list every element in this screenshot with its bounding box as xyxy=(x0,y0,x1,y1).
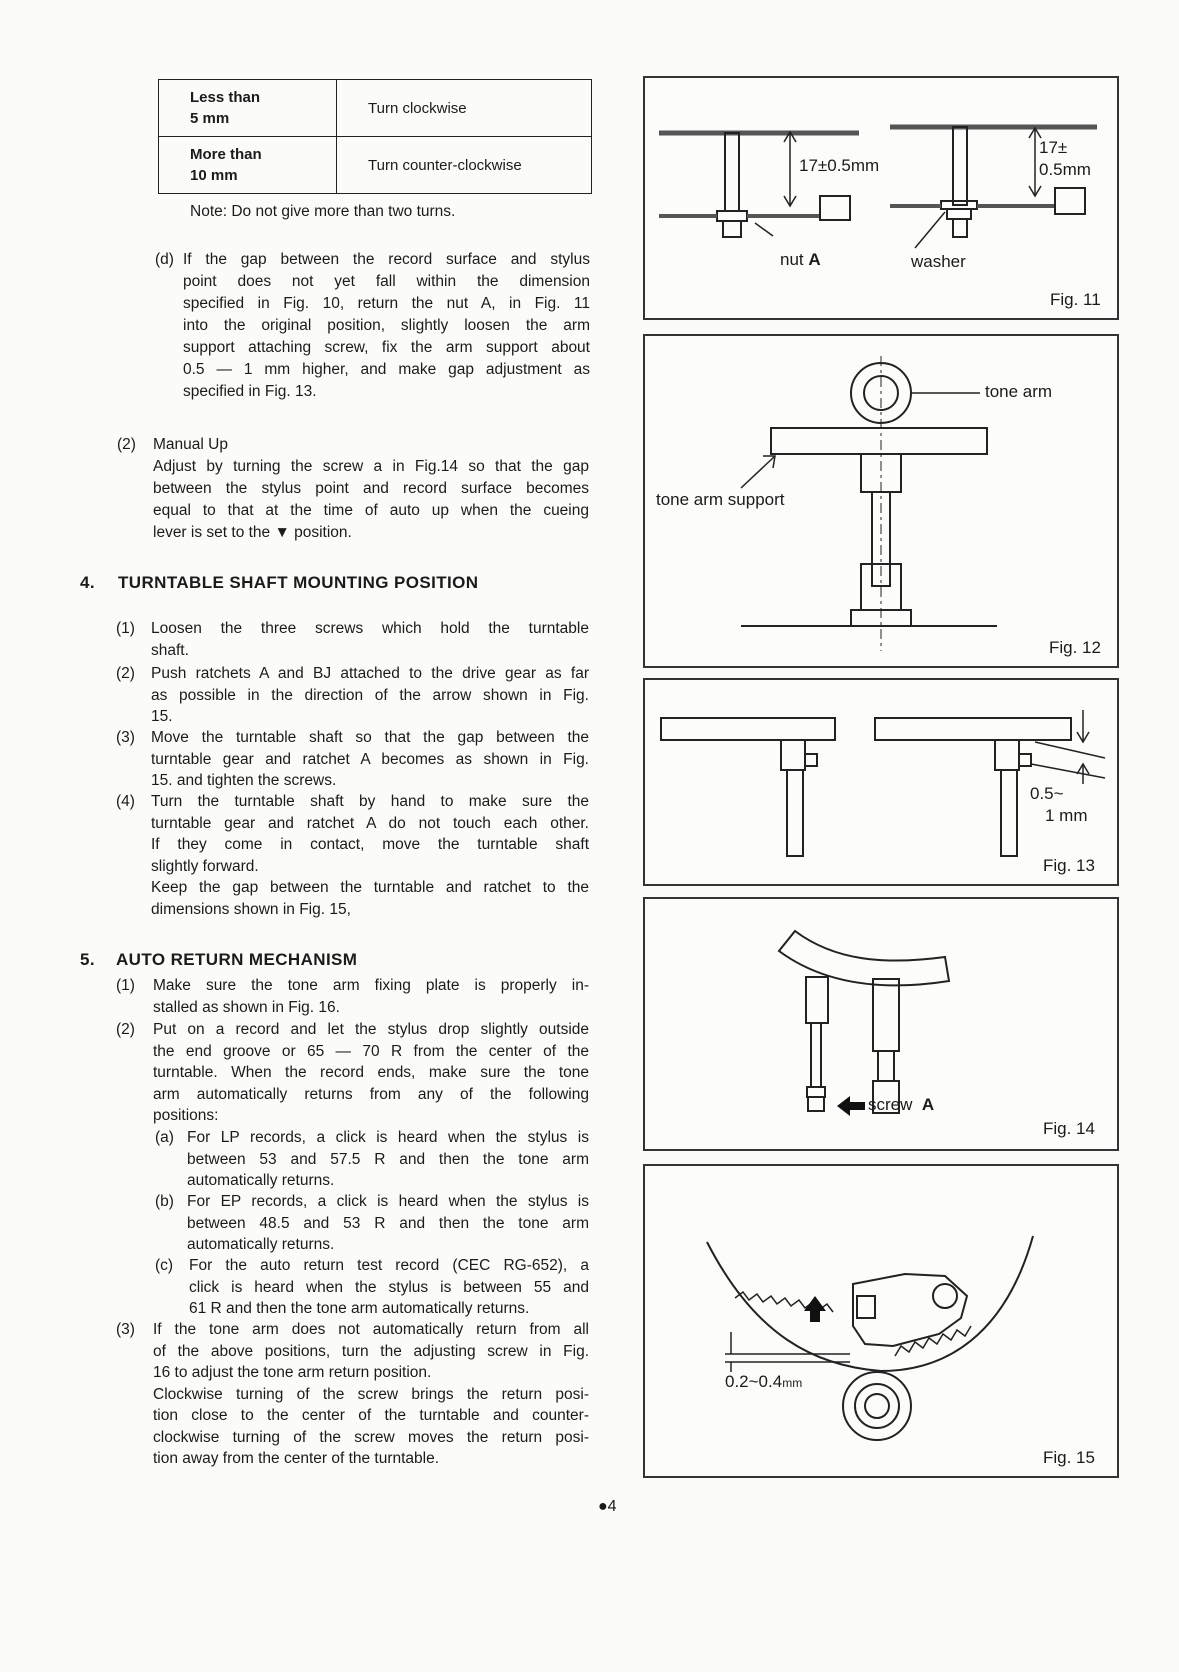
item-line: shaft. xyxy=(151,641,189,659)
fig15-gap-label xyxy=(725,1372,802,1392)
item-line: tion close to the center of the turntable and counter- xyxy=(153,1407,589,1424)
fig11-caption: Fig. 11 xyxy=(1050,290,1101,309)
item-line: Put on a record and let the stylus drop slightly outside xyxy=(153,1021,589,1038)
manual-up-line: lever is set to the ▼ position. xyxy=(153,524,352,541)
manual-up-title: Manual Up xyxy=(153,436,228,453)
item-line: Keep the gap between the turntable and ratchet to the xyxy=(151,879,589,896)
item-line: arm automatically returns from any of the following xyxy=(153,1085,589,1103)
item-line: Make sure the tone arm fixing plate is properly in- xyxy=(153,977,589,994)
fig12-tone-arm-label: tone arm xyxy=(985,382,1053,401)
fig11-washer-label: washer xyxy=(911,252,966,271)
item-line: For the auto return test record (CEC RG-652), a xyxy=(189,1257,589,1274)
step-d-line: support attaching screw, fix the arm support about xyxy=(183,339,590,356)
fig12-caption: Fig. 12 xyxy=(1049,638,1101,657)
step-d-line: into the original position, slightly loosen the arm xyxy=(183,317,590,334)
item-line: stalled as shown in Fig. 16. xyxy=(153,998,340,1016)
section-number: 4. xyxy=(80,573,95,592)
item-line: tion away from the center of the turntable. xyxy=(153,1450,440,1467)
item-line: as possible in the direction of the arrow shown in Fig. xyxy=(151,686,589,704)
fig14-screw-label xyxy=(868,1095,934,1115)
fig13-caption: Fig. 13 xyxy=(1043,856,1095,875)
item-line: Clockwise turning of the screw brings the return posi- xyxy=(153,1385,589,1403)
fig11-nut-prefix: nut xyxy=(780,250,804,269)
condition-line: 5 mm xyxy=(190,110,230,127)
step-label: (2) xyxy=(117,436,136,453)
step-d-line: 0.5 — 1 mm higher, and make gap adjustment as xyxy=(183,361,590,378)
item-label: (1) xyxy=(116,977,135,994)
step-d-line: point does not yet fall within the dimension xyxy=(183,273,590,290)
page-number: ●4 xyxy=(598,1498,617,1515)
table-note: Note: Do not give more than two turns. xyxy=(190,203,456,220)
item-line: 15. xyxy=(151,708,173,725)
item-label: (3) xyxy=(116,729,135,746)
item-line: click is heard when the stylus is between 55 and xyxy=(189,1278,589,1296)
item-label: (3) xyxy=(116,1321,135,1338)
step-d-line: specified in Fig. 10, return the nut A, in Fig. 11 xyxy=(183,295,590,312)
fig13-drawing xyxy=(645,680,1117,884)
item-line: positions: xyxy=(153,1107,219,1124)
adjustment-table xyxy=(158,79,592,194)
item-line: clockwise turning of the screw moves the return posi- xyxy=(153,1428,589,1446)
manual-up-line: equal to that at the time of auto up when the cueing xyxy=(153,502,589,519)
step-d-line: If the gap between the record surface and stylus xyxy=(183,251,590,268)
table-cell-action: Turn counter-clockwise xyxy=(337,137,592,194)
section-title: TURNTABLE SHAFT MOUNTING POSITION xyxy=(118,573,479,592)
section-number: 5. xyxy=(80,950,95,969)
fig15-caption: Fig. 15 xyxy=(1043,1448,1095,1467)
item-line: 15. and tighten the screws. xyxy=(151,772,337,789)
figure-12 xyxy=(643,334,1119,668)
item-line: the end groove or 65 — 70 R from the center of the xyxy=(153,1042,589,1060)
item-line: of the above positions, turn the adjusting screw in Fig. xyxy=(153,1342,589,1360)
item-line: between 48.5 and 53 R and then the tone arm xyxy=(187,1214,589,1232)
item-label: (b) xyxy=(155,1193,174,1210)
item-label: (a) xyxy=(155,1129,174,1146)
condition-line: 10 mm xyxy=(190,167,238,184)
manual-up-line: Adjust by turning the screw a in Fig.14 so that the gap xyxy=(153,458,589,475)
figure-13 xyxy=(643,678,1119,886)
item-line: turntable. When the record ends, make sure the tone xyxy=(153,1064,589,1081)
item-line: between 53 and 57.5 R and then the tone arm xyxy=(187,1150,589,1168)
item-line: If they come in contact, move the turntable shaft xyxy=(151,836,589,853)
fig13-dim-b: 1 mm xyxy=(1045,806,1088,825)
fig12-support-label: tone arm support xyxy=(656,490,785,509)
fig11-dim-right-b: 0.5mm xyxy=(1039,160,1091,179)
table-cell-condition xyxy=(159,80,337,137)
table-cell-action: Turn clockwise xyxy=(337,80,592,137)
fig14-screw-letter: A xyxy=(921,1095,935,1114)
item-label: (2) xyxy=(116,665,135,682)
manual-up-line: between the stylus point and record surface becomes xyxy=(153,480,589,497)
item-line: If the tone arm does not automatically return from all xyxy=(153,1321,589,1338)
item-line: slightly forward. xyxy=(151,857,259,875)
fig11-nut-label xyxy=(780,250,821,270)
item-line: automatically returns. xyxy=(187,1172,335,1189)
step-d-line: specified in Fig. 13. xyxy=(183,383,317,400)
table-row xyxy=(159,80,592,137)
fig15-drawing xyxy=(645,1166,1117,1476)
step-label: (d) xyxy=(155,251,174,268)
item-line: automatically returns. xyxy=(187,1236,335,1253)
fig11-dim-right-a: 17± xyxy=(1039,138,1068,157)
item-label: (c) xyxy=(155,1257,174,1274)
item-line: Move the turntable shaft so that the gap between the xyxy=(151,729,589,746)
item-line: For EP records, a click is heard when the stylus is xyxy=(187,1193,589,1210)
table-row xyxy=(159,137,592,194)
item-line: Loosen the three screws which hold the turntable xyxy=(151,620,589,637)
fig11-drawing xyxy=(645,78,1117,318)
item-line: 16 to adjust the tone arm return position. xyxy=(153,1364,432,1381)
section-title: AUTO RETURN MECHANISM xyxy=(116,950,358,969)
item-line: For LP records, a click is heard when the stylus is xyxy=(187,1129,589,1146)
item-label: (1) xyxy=(116,620,135,637)
item-line: turntable gear and ratchet A do not touch each other. xyxy=(151,814,589,832)
item-line: Push ratchets A and BJ attached to the drive gear as far xyxy=(151,665,589,682)
figure-14 xyxy=(643,897,1119,1151)
fig13-dim-a: 0.5~ xyxy=(1030,784,1064,803)
item-label: (2) xyxy=(116,1021,135,1038)
figure-15 xyxy=(643,1164,1119,1478)
fig11-dim-left: 17±0.5mm xyxy=(799,156,880,175)
item-label: (4) xyxy=(116,793,135,810)
item-line: 61 R and then the tone arm automatically returns. xyxy=(189,1300,530,1317)
item-line: Turn the turntable shaft by hand to make sure the xyxy=(151,793,589,810)
fig15-gap-unit: mm xyxy=(782,1376,803,1390)
fig14-caption: Fig. 14 xyxy=(1043,1119,1095,1138)
fig14-screw-prefix: screw xyxy=(868,1095,913,1114)
condition-line: Less than xyxy=(190,89,261,106)
condition-line: More than xyxy=(190,146,262,163)
item-line: dimensions shown in Fig. 15, xyxy=(151,900,351,918)
item-line: turntable gear and ratchet A becomes as shown in Fig. xyxy=(151,750,589,768)
figure-11 xyxy=(643,76,1119,320)
fig15-gap: 0.2~0.4 xyxy=(725,1372,783,1391)
table-cell-condition xyxy=(159,137,337,194)
fig11-nut-letter: A xyxy=(808,250,821,269)
